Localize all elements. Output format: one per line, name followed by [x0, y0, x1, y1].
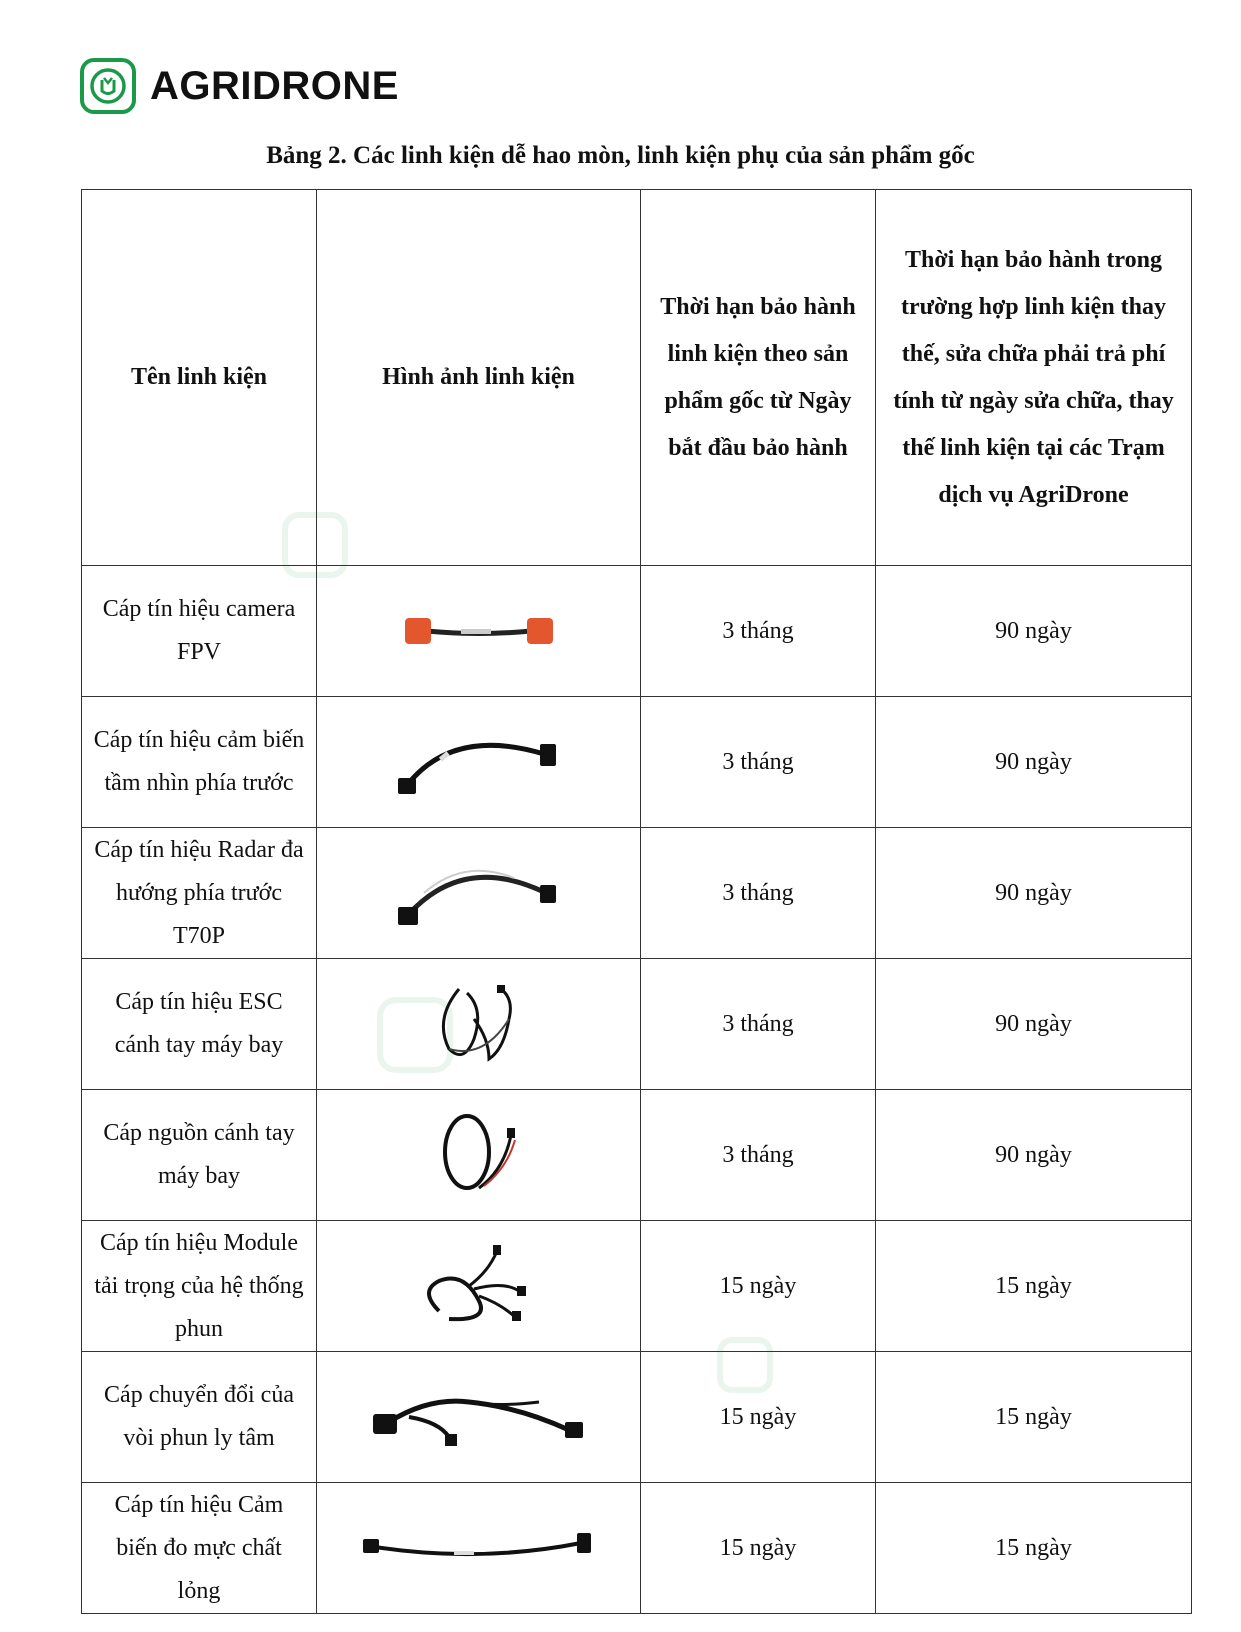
- brand-logo: [80, 56, 399, 116]
- straight-cable-icon: [359, 1523, 599, 1573]
- warranty-repair: 15 ngày: [876, 1483, 1192, 1614]
- arched-cable-icon: [394, 853, 564, 933]
- table-row: [82, 566, 1192, 697]
- table-row: [82, 1221, 1192, 1352]
- curved-cable-icon: [394, 722, 564, 802]
- table-row: [82, 697, 1192, 828]
- part-name: Cáp tín hiệu Radar đa hướng phía trước T70P: [82, 828, 317, 959]
- warranty-original: 3 tháng: [641, 828, 876, 959]
- agridrone-logo-icon: [80, 58, 136, 114]
- part-name: Cáp tín hiệu ESC cánh tay máy bay: [82, 959, 317, 1090]
- part-image: [317, 828, 641, 959]
- part-image: [317, 1221, 641, 1352]
- warranty-repair: 15 ngày: [876, 1221, 1192, 1352]
- brand-name: AGRIDRONE: [150, 63, 399, 108]
- warranty-repair: 15 ngày: [876, 1352, 1192, 1483]
- splitter-cable-icon: [369, 1382, 589, 1452]
- harness-cable-icon: [419, 1241, 539, 1331]
- warranty-original: 15 ngày: [641, 1221, 876, 1352]
- table-row: [82, 1090, 1192, 1221]
- warranty-repair: 90 ngày: [876, 1090, 1192, 1221]
- part-name: Cáp tín hiệu Module tải trọng của hệ thống phun: [82, 1221, 317, 1352]
- part-name: Cáp nguồn cánh tay máy bay: [82, 1090, 317, 1221]
- coiled-cable-icon: [429, 979, 529, 1069]
- part-name: Cáp chuyển đổi của vòi phun ly tâm: [82, 1352, 317, 1483]
- part-name: Cáp tín hiệu cảm biến tầm nhìn phía trước: [82, 697, 317, 828]
- warranty-repair: 90 ngày: [876, 959, 1192, 1090]
- table-row: [82, 1352, 1192, 1483]
- part-image: [317, 959, 641, 1090]
- column-header-name: Tên linh kiện: [82, 190, 317, 566]
- warranty-original: 3 tháng: [641, 959, 876, 1090]
- table-caption: Bảng 2. Các linh kiện dễ hao mòn, linh kiện phụ của sản phẩm gốc: [266, 142, 975, 169]
- warranty-original: 3 tháng: [641, 1090, 876, 1221]
- part-image: [317, 697, 641, 828]
- table-row: [82, 959, 1192, 1090]
- column-header-original-warranty: Thời hạn bảo hành linh kiện theo sản phẩm gốc từ Ngày bắt đầu bảo hành: [641, 190, 876, 566]
- warranty-table: [81, 189, 1192, 1614]
- part-name: Cáp tín hiệu camera FPV: [82, 566, 317, 697]
- part-image: [317, 1090, 641, 1221]
- warranty-repair: 90 ngày: [876, 828, 1192, 959]
- warranty-original: 3 tháng: [641, 697, 876, 828]
- warranty-repair: 90 ngày: [876, 566, 1192, 697]
- column-header-image: Hình ảnh linh kiện: [317, 190, 641, 566]
- part-name: Cáp tín hiệu Cảm biến đo mực chất lỏng: [82, 1483, 317, 1614]
- warranty-original: 15 ngày: [641, 1352, 876, 1483]
- table-header-row: [82, 190, 1192, 566]
- part-image: [317, 1352, 641, 1483]
- part-image: [317, 1483, 641, 1614]
- column-header-repair-warranty: Thời hạn bảo hành trong trường hợp linh kiện thay thế, sửa chữa phải trả phí tính từ ngày sửa chữa, thay thế linh kiện tại các Trạm dịch vụ AgriDrone: [876, 190, 1192, 566]
- warranty-original: 3 tháng: [641, 566, 876, 697]
- orange-cable-icon: [399, 606, 559, 656]
- part-image: [317, 566, 641, 697]
- warranty-original: 15 ngày: [641, 1483, 876, 1614]
- table-row: [82, 828, 1192, 959]
- warranty-repair: 90 ngày: [876, 697, 1192, 828]
- table-row: [82, 1483, 1192, 1614]
- loop-cable-icon: [429, 1110, 529, 1200]
